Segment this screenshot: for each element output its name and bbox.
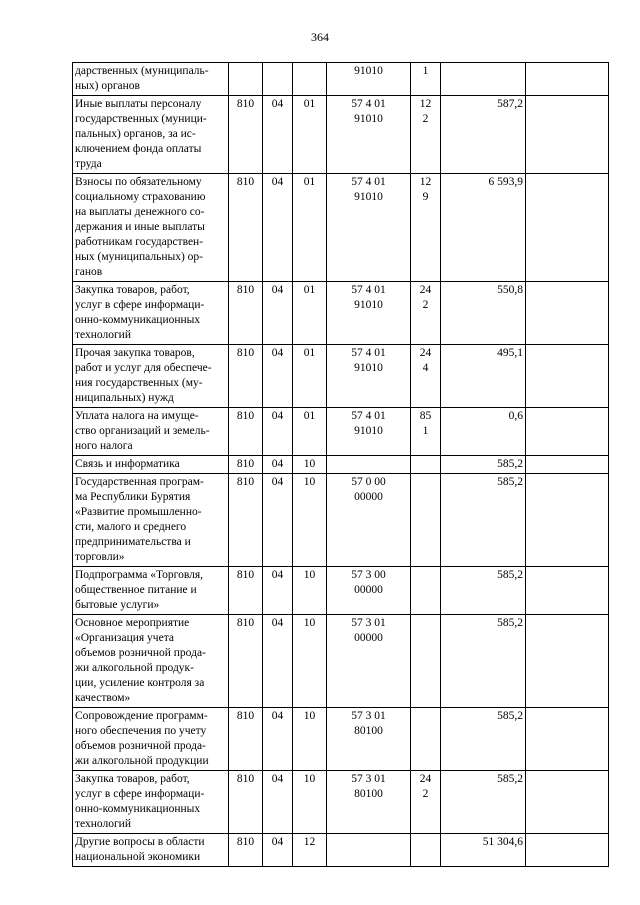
row-name: Прочая закупка товаров, работ и услуг для обеспече- ния государственных (му- ниципальных) нужд <box>73 345 229 408</box>
row-subsection: 12 <box>293 834 327 867</box>
row-name: Другие вопросы в области национальной экономики <box>73 834 229 867</box>
row-extra <box>526 96 609 174</box>
row-subsection: 10 <box>293 567 327 615</box>
row-target-article: 57 4 01 91010 <box>327 96 411 174</box>
table-body <box>73 63 609 867</box>
row-ministry-code: 810 <box>229 282 263 345</box>
row-subsection: 10 <box>293 708 327 771</box>
table-row <box>73 63 609 96</box>
row-subsection: 01 <box>293 174 327 282</box>
row-ministry-code: 810 <box>229 96 263 174</box>
row-expense-type: 12 9 <box>411 174 441 282</box>
row-section: 04 <box>263 567 293 615</box>
row-subsection: 01 <box>293 345 327 408</box>
row-name: дарственных (муниципаль- ных) органов <box>73 63 229 96</box>
row-subsection: 10 <box>293 456 327 474</box>
row-section: 04 <box>263 708 293 771</box>
table-row <box>73 408 609 456</box>
row-target-article: 57 3 00 00000 <box>327 567 411 615</box>
row-section: 04 <box>263 771 293 834</box>
row-section: 04 <box>263 408 293 456</box>
row-section: 04 <box>263 96 293 174</box>
row-ministry-code: 810 <box>229 456 263 474</box>
row-section <box>263 63 293 96</box>
table-row <box>73 834 609 867</box>
row-amount: 585,2 <box>441 456 526 474</box>
row-ministry-code <box>229 63 263 96</box>
row-extra <box>526 771 609 834</box>
row-target-article: 57 4 01 91010 <box>327 174 411 282</box>
row-extra <box>526 834 609 867</box>
row-subsection: 01 <box>293 282 327 345</box>
row-expense-type: 24 2 <box>411 282 441 345</box>
table-row <box>73 567 609 615</box>
row-expense-type <box>411 456 441 474</box>
table-row <box>73 174 609 282</box>
row-expense-type: 24 2 <box>411 771 441 834</box>
row-section: 04 <box>263 615 293 708</box>
row-amount: 51 304,6 <box>441 834 526 867</box>
row-ministry-code: 810 <box>229 567 263 615</box>
row-ministry-code: 810 <box>229 708 263 771</box>
row-amount <box>441 63 526 96</box>
row-amount: 585,2 <box>441 615 526 708</box>
row-target-article: 57 0 00 00000 <box>327 474 411 567</box>
table-row <box>73 345 609 408</box>
row-section: 04 <box>263 174 293 282</box>
row-target-article <box>327 456 411 474</box>
row-extra <box>526 615 609 708</box>
row-ministry-code: 810 <box>229 771 263 834</box>
row-target-article: 57 3 01 00000 <box>327 615 411 708</box>
budget-table <box>72 62 609 867</box>
row-target-article: 57 3 01 80100 <box>327 771 411 834</box>
row-amount: 495,1 <box>441 345 526 408</box>
row-name: Иные выплаты персоналу государственных (муници- пальных) органов, за ис- ключением фонда оплаты труда <box>73 96 229 174</box>
row-ministry-code: 810 <box>229 474 263 567</box>
row-expense-type <box>411 708 441 771</box>
row-extra <box>526 567 609 615</box>
table-row <box>73 456 609 474</box>
row-extra <box>526 708 609 771</box>
row-section: 04 <box>263 456 293 474</box>
row-section: 04 <box>263 282 293 345</box>
row-expense-type <box>411 474 441 567</box>
row-target-article <box>327 834 411 867</box>
row-ministry-code: 810 <box>229 174 263 282</box>
row-amount: 6 593,9 <box>441 174 526 282</box>
row-amount: 550,8 <box>441 282 526 345</box>
row-target-article: 57 4 01 91010 <box>327 282 411 345</box>
row-amount: 585,2 <box>441 771 526 834</box>
table-row <box>73 615 609 708</box>
row-amount: 585,2 <box>441 567 526 615</box>
row-amount: 587,2 <box>441 96 526 174</box>
row-target-article: 57 3 01 80100 <box>327 708 411 771</box>
row-subsection: 01 <box>293 96 327 174</box>
row-name: Основное мероприятие «Организация учета объемов розничной прода- жи алкогольной продук- ции, усиление контроля за качеством» <box>73 615 229 708</box>
row-ministry-code: 810 <box>229 615 263 708</box>
row-expense-type: 1 <box>411 63 441 96</box>
row-expense-type: 85 1 <box>411 408 441 456</box>
page-number: 364 <box>311 30 329 44</box>
row-expense-type <box>411 834 441 867</box>
row-name: Закупка товаров, работ, услуг в сфере информаци- онно-коммуникационных технологий <box>73 282 229 345</box>
row-subsection: 01 <box>293 408 327 456</box>
row-amount: 585,2 <box>441 708 526 771</box>
table-row <box>73 708 609 771</box>
row-subsection: 10 <box>293 771 327 834</box>
row-ministry-code: 810 <box>229 408 263 456</box>
table-row <box>73 282 609 345</box>
row-expense-type <box>411 567 441 615</box>
row-expense-type <box>411 615 441 708</box>
row-ministry-code: 810 <box>229 345 263 408</box>
row-amount: 0,6 <box>441 408 526 456</box>
row-name: Взносы по обязательному социальному страхованию на выплаты денежного со- держания и иные выплаты работникам государствен- ных (муниципальных) ор- ганов <box>73 174 229 282</box>
row-expense-type: 12 2 <box>411 96 441 174</box>
row-target-article: 57 4 01 91010 <box>327 345 411 408</box>
row-section: 04 <box>263 345 293 408</box>
row-name: Сопровождение программ- ного обеспечения по учету объемов розничной прода- жи алкогольной продукции <box>73 708 229 771</box>
row-extra <box>526 456 609 474</box>
row-name: Государственная програм- ма Республики Бурятия «Развитие промышленно- сти, малого и среднего предпринимательства и торговли» <box>73 474 229 567</box>
table-row <box>73 96 609 174</box>
row-extra <box>526 408 609 456</box>
row-subsection <box>293 63 327 96</box>
row-extra <box>526 345 609 408</box>
row-extra <box>526 474 609 567</box>
row-name: Связь и информатика <box>73 456 229 474</box>
table-row <box>73 474 609 567</box>
row-extra <box>526 63 609 96</box>
row-subsection: 10 <box>293 615 327 708</box>
row-expense-type: 24 4 <box>411 345 441 408</box>
row-ministry-code: 810 <box>229 834 263 867</box>
row-amount: 585,2 <box>441 474 526 567</box>
row-section: 04 <box>263 834 293 867</box>
row-extra <box>526 174 609 282</box>
row-name: Подпрограмма «Торговля, общественное питание и бытовые услуги» <box>73 567 229 615</box>
table-row <box>73 771 609 834</box>
row-name: Закупка товаров, работ, услуг в сфере информаци- онно-коммуникационных технологий <box>73 771 229 834</box>
row-extra <box>526 282 609 345</box>
row-target-article: 57 4 01 91010 <box>327 408 411 456</box>
row-subsection: 10 <box>293 474 327 567</box>
row-section: 04 <box>263 474 293 567</box>
row-target-article: 91010 <box>327 63 411 96</box>
row-name: Уплата налога на имуще- ство организаций и земель- ного налога <box>73 408 229 456</box>
